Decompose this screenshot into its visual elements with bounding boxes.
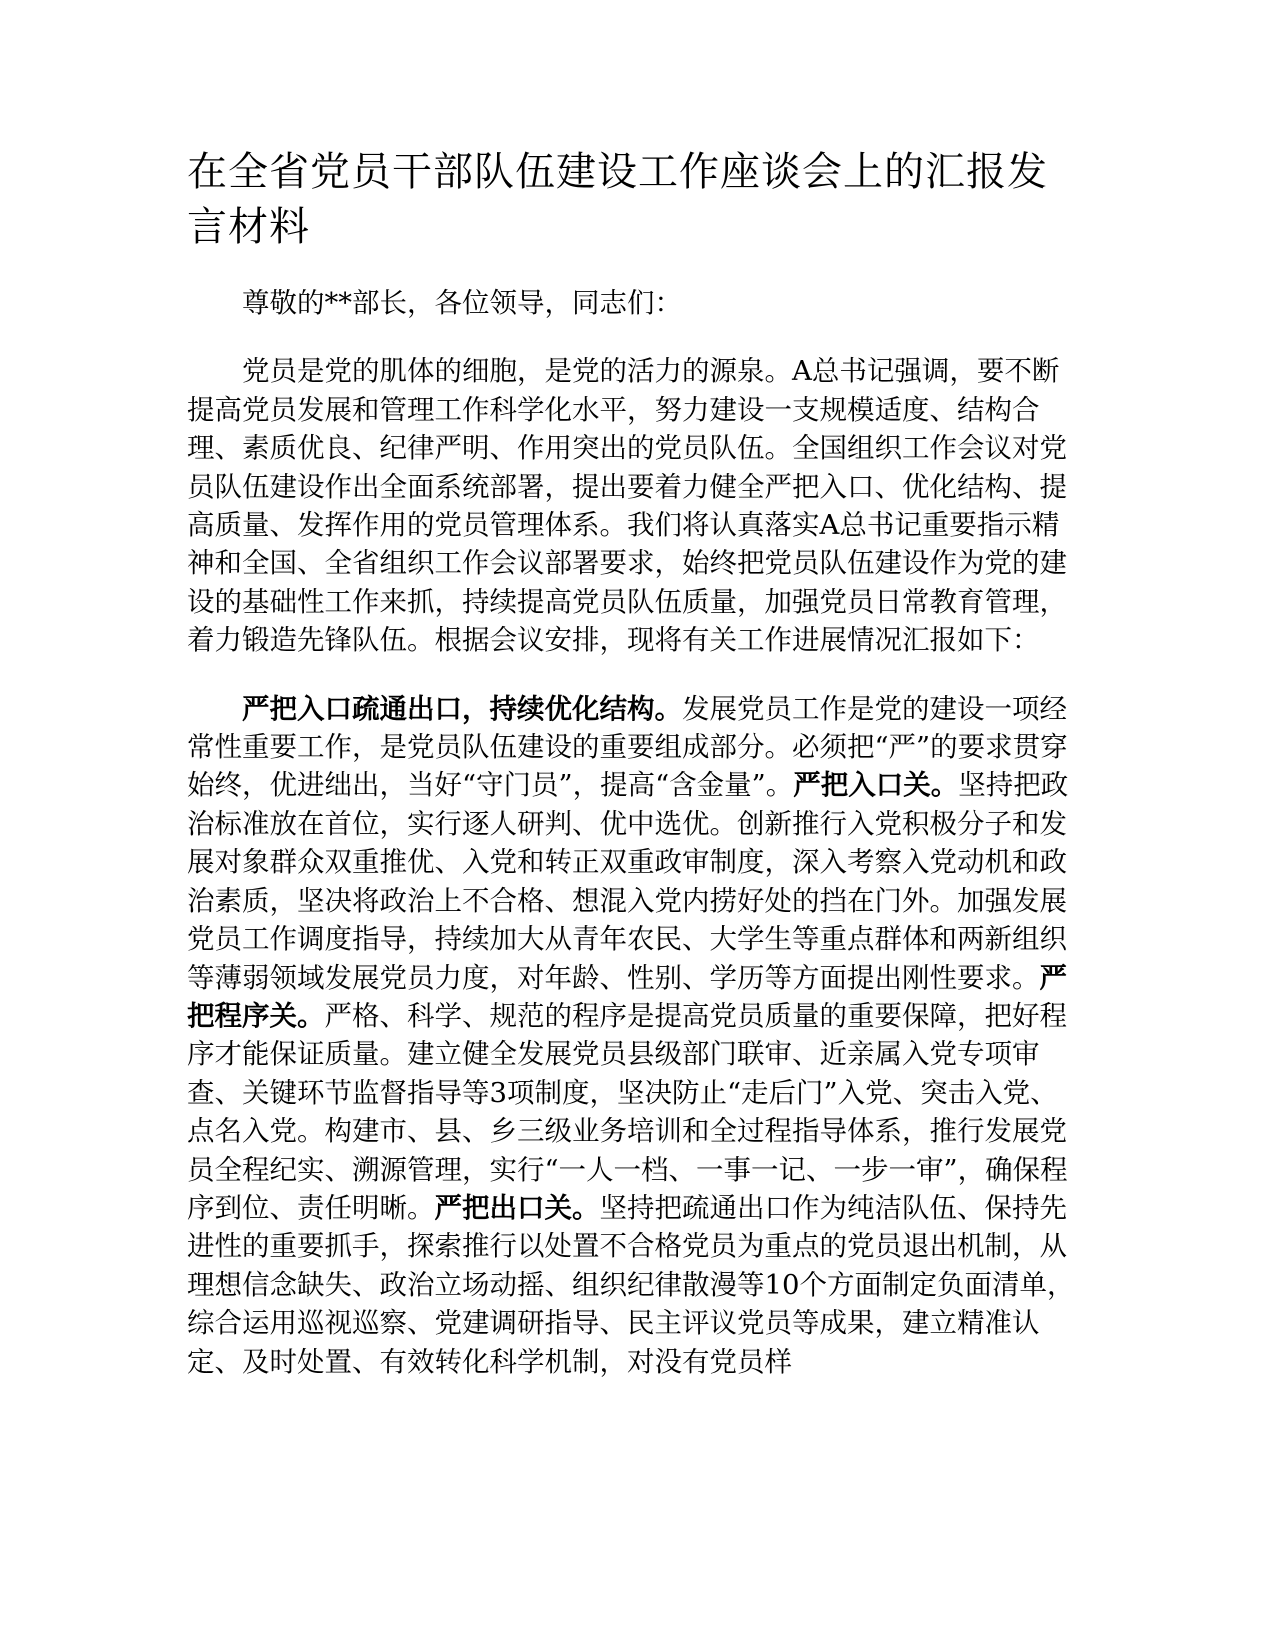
section-text: 严格、科学、规范的程序是提高党员质量的重要保障，把好程序才能保证质量。建立健全发展党员县级部门联审、近亲属入党专项审查、关键环节监督指导等3项制度，坚决防止“走后门”入党、突击入党、点名入党。构建市、县、乡三级业务培训和全过程指导体系，推行发展党员全程纪实、溯源管理，实行“一人一档、一事一记、一步一审”，确保程序到位、责任明晰。 xyxy=(187,999,1068,1224)
subheading-exit: 严把出口关。 xyxy=(434,1191,600,1224)
section-text: 坚持把政治标准放在首位，实行逐人研判、优中选优。创新推行入党积极分子和发展对象群众双重推优、入党和转正双重政审制度，深入考察入党动机和政治素质，坚决将政治上不合格、想混入党内捞好处的挡在门外。加强发展党员工作调度指导，持续加大从青年农民、大学生等重点群体和两新组织等薄弱领域发展党员力度，对年龄、性别、学历等方面提出刚性要求。 xyxy=(187,769,1069,994)
intro-paragraph: 党员是党的肌体的细胞，是党的活力的源泉。A总书记强调，要不断提高党员发展和管理工作科学化水平，努力建设一支规模适度、结构合理、素质优良、纪律严明、作用突出的党员队伍。全国组织工作会议对党员队伍建设作出全面系统部署，提出要着力健全严把入口、优化结构、提高质量、发挥作用的党员管理体系。我们将认真落实A总书记重要指示精神和全国、全省组织工作会议部署要求，始终把党员队伍建设作为党的建设的基础性工作来抓，持续提高党员队伍质量，加强党员日常教育管理，着力锻造先锋队伍。根据会议安排，现将有关工作进展情况汇报如下： xyxy=(187,355,1067,657)
section-text: 发展党员工作是党的建设一项经常性重要工作，是党员队伍建设的重要组成部分。必须把“严”的要求贯穿始终，优进绌出，当好“守门员”，提高“含金量”。 xyxy=(187,692,1068,802)
document-title: 在全省党员干部队伍建设工作座谈会上的汇报发言材料 xyxy=(187,149,1048,250)
subheading-entry: 严把入口关。 xyxy=(793,769,959,802)
section-heading: 严把入口疏通出口，持续优化结构。 xyxy=(242,692,682,725)
subheading-procedure: 严把程序关。 xyxy=(187,961,1067,1032)
section-text: 坚持把疏通出口作为纯洁队伍、保持先进性的重要抓手，探索推行以处置不合格党员为重点的党员退出机制，从理想信念缺失、政治立场动摇、组织纪律散漫等10个方面制定负面清单，综合运用巡视巡察、党建调研指导、民主评议党员等成果，建立精准认定、及时处置、有效转化科学机制，对没有党员样 xyxy=(187,1191,1075,1378)
salutation: 尊敬的**部长，各位领导，同志们： xyxy=(242,287,682,319)
section-paragraph xyxy=(187,690,1075,1381)
document-body xyxy=(187,145,1075,1381)
